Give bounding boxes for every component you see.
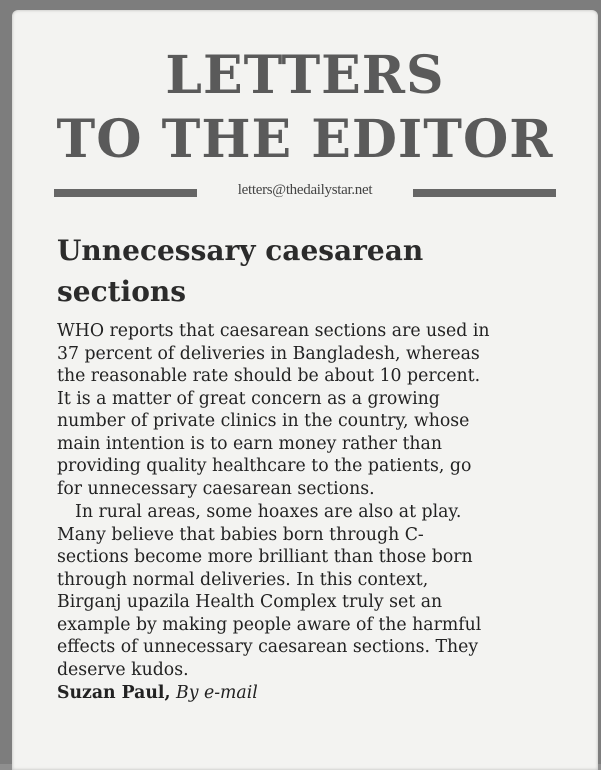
author-name: Suzan Paul, [57,683,171,703]
paragraph-2 [57,501,577,681]
letter-headline [57,230,577,312]
text-line: Birganj upazila Health Complex truly set an [57,592,443,612]
letter-body [57,320,577,705]
headline-line-1: Unnecessary caesarean [57,234,424,267]
text-line: for unnecessary caesarean sections. [57,478,375,499]
letter-byline [57,682,577,705]
masthead-line-1: LETTERS [165,45,445,106]
headline-line-2: sections [57,275,186,308]
paragraph-1 [57,320,577,500]
submission-method: By e-mail [176,683,258,703]
text-line: effects of unnecessary caesarean sections. They [57,637,479,657]
editor-email: letters@thedailystar.net [237,182,373,198]
text-line: example by making people aware of the harmful [57,614,482,635]
masthead-line-2: TO THE EDITOR [56,109,554,170]
text-line: sections become more brilliant than those born [57,547,473,567]
text-line: main intention is to earn money rather than [57,433,442,454]
text-line: 37 percent of deliveries in Bangladesh, whereas [57,343,480,364]
right-divider-rule [413,189,556,197]
text-line: In rural areas, some hoaxes are also at play. [75,502,462,522]
text-line: the reasonable rate should be about 10 percent. [57,366,481,386]
text-line: providing quality healthcare to the patients, go [57,456,472,476]
email-rule-row [54,182,556,202]
text-line: number of private clinics in the country, whose [57,411,470,431]
newspaper-clipping [12,10,598,770]
text-line: WHO reports that caesarean sections are used in [57,321,490,341]
text-line: through normal deliveries. In this context, [57,569,429,590]
text-line: Many believe that babies born through C- [57,524,424,545]
text-line: deserve kudos. [57,659,189,680]
section-masthead [12,45,598,170]
text-line: It is a matter of great concern as a growing [57,388,440,409]
